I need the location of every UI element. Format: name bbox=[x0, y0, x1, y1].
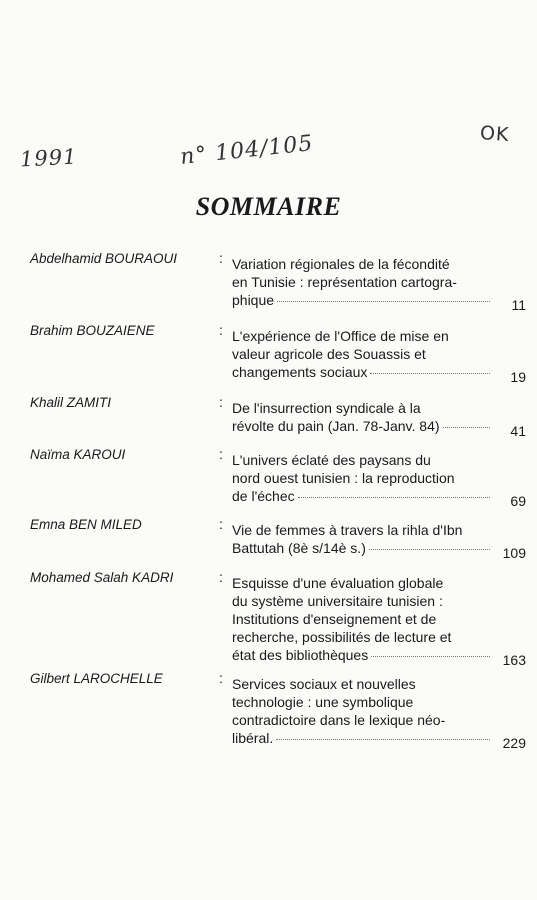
toc-article-line-text: changements sociaux bbox=[232, 364, 368, 380]
toc-dot-leader bbox=[298, 497, 490, 498]
toc-article-line bbox=[232, 693, 490, 711]
toc-author: Gilbert LAROCHELLE bbox=[30, 671, 163, 686]
toc-article-line bbox=[232, 363, 490, 381]
toc-article-line-text: en Tunisie : représentation cartogra- bbox=[232, 274, 457, 290]
toc-article-line bbox=[232, 451, 490, 469]
toc-article-line bbox=[232, 291, 490, 309]
toc-article-title bbox=[232, 574, 490, 664]
toc-separator: : bbox=[219, 446, 223, 462]
toc-article-line bbox=[232, 628, 490, 646]
toc-article-line-text: technologie : une symbolique bbox=[232, 694, 414, 710]
toc-article-line bbox=[232, 399, 490, 417]
toc-article-line-text: contradictoire dans le lexique néo- bbox=[232, 712, 446, 728]
toc-author: Khalil ZAMITI bbox=[30, 395, 112, 410]
toc-separator: : bbox=[219, 670, 223, 686]
toc-separator: : bbox=[219, 250, 223, 266]
handwritten-issue-number: n° 104/105 bbox=[179, 131, 315, 170]
toc-article-line-text: valeur agricole des Souassis et bbox=[232, 346, 426, 362]
toc-article-line bbox=[232, 539, 490, 557]
toc-article-line bbox=[232, 327, 490, 345]
toc-author: Brahim BOUZAIENE bbox=[30, 323, 155, 338]
toc-article-line-text: Variation régionales de la fécondité bbox=[232, 256, 450, 272]
toc-page-number: 69 bbox=[510, 493, 526, 509]
toc-dot-leader bbox=[371, 656, 490, 657]
toc-dot-leader bbox=[369, 549, 490, 550]
toc-article-line-text: L'univers éclaté des paysans du bbox=[232, 452, 431, 468]
handwritten-ok-mark: OK bbox=[479, 122, 511, 146]
toc-article-line bbox=[232, 592, 490, 610]
toc-article-line bbox=[232, 487, 490, 505]
toc-article-line bbox=[232, 521, 490, 539]
toc-author: Naïma KAROUI bbox=[30, 447, 126, 462]
toc-article-line-text: Services sociaux et nouvelles bbox=[232, 676, 416, 692]
toc-author: Abdelhamid BOURAOUI bbox=[30, 251, 178, 266]
toc-separator: : bbox=[219, 516, 223, 532]
toc-article-title bbox=[232, 451, 490, 505]
toc-page-number: 229 bbox=[502, 735, 526, 751]
toc-article-line-text: Battutah (8è s/14è s.) bbox=[232, 540, 366, 556]
toc-article-line bbox=[232, 417, 490, 435]
toc-article-title bbox=[232, 675, 490, 747]
toc-page-number: 109 bbox=[502, 545, 526, 561]
toc-article-line bbox=[232, 729, 490, 747]
toc-article-title bbox=[232, 521, 490, 557]
toc-article-line-text: L'expérience de l'Office de mise en bbox=[232, 328, 449, 344]
toc-dot-leader bbox=[370, 373, 490, 374]
toc-article-line-text: Esquisse d'une évaluation globale bbox=[232, 575, 444, 591]
toc-article-line bbox=[232, 675, 490, 693]
handwritten-year: 1991 bbox=[19, 144, 79, 172]
toc-article-title bbox=[232, 255, 490, 309]
toc-article-line-text: du système universitaire tunisien : bbox=[232, 593, 443, 609]
toc-article-line bbox=[232, 646, 490, 664]
toc-page-number: 19 bbox=[510, 369, 526, 385]
toc-article-line-text: révolte du pain (Jan. 78-Janv. 84) bbox=[232, 418, 440, 434]
toc-page-number: 11 bbox=[511, 297, 526, 313]
toc-article-line bbox=[232, 273, 490, 291]
toc-article-title bbox=[232, 399, 490, 435]
toc-article-line bbox=[232, 469, 490, 487]
toc-article-line-text: libéral. bbox=[232, 730, 274, 746]
toc-page-number: 163 bbox=[502, 652, 526, 668]
toc-article-line-text: De l'insurrection syndicale à la bbox=[232, 400, 421, 416]
toc-article-line-text: état des bibliothèques bbox=[232, 647, 369, 663]
toc-article-line-text: recherche, possibilités de lecture et bbox=[232, 629, 452, 645]
toc-dot-leader bbox=[443, 427, 490, 428]
toc-article-title bbox=[232, 327, 490, 381]
toc-article-line-text: Vie de femmes à travers la rihla d'Ibn bbox=[232, 522, 463, 538]
toc-article-line bbox=[232, 711, 490, 729]
toc-article-line-text: nord ouest tunisien : la reproduction bbox=[232, 470, 455, 486]
toc-separator: : bbox=[219, 569, 223, 585]
toc-author: Emna BEN MILED bbox=[30, 517, 142, 532]
toc-separator: : bbox=[219, 394, 223, 410]
toc-article-line bbox=[232, 345, 490, 363]
page-title: SOMMAIRE bbox=[195, 192, 342, 221]
toc-article-line-text: Institutions d'enseignement et de bbox=[232, 611, 437, 627]
toc-article-line-text: de l'échec bbox=[232, 488, 295, 504]
toc-article-line bbox=[232, 255, 490, 273]
toc-author: Mohamed Salah KADRI bbox=[30, 570, 174, 585]
toc-article-line bbox=[232, 574, 490, 592]
toc-dot-leader bbox=[276, 739, 490, 740]
toc-dot-leader bbox=[277, 301, 490, 302]
toc-article-line bbox=[232, 610, 490, 628]
toc-article-line-text: phique bbox=[232, 292, 275, 308]
toc-separator: : bbox=[219, 322, 223, 338]
toc-page-number: 41 bbox=[510, 423, 526, 439]
